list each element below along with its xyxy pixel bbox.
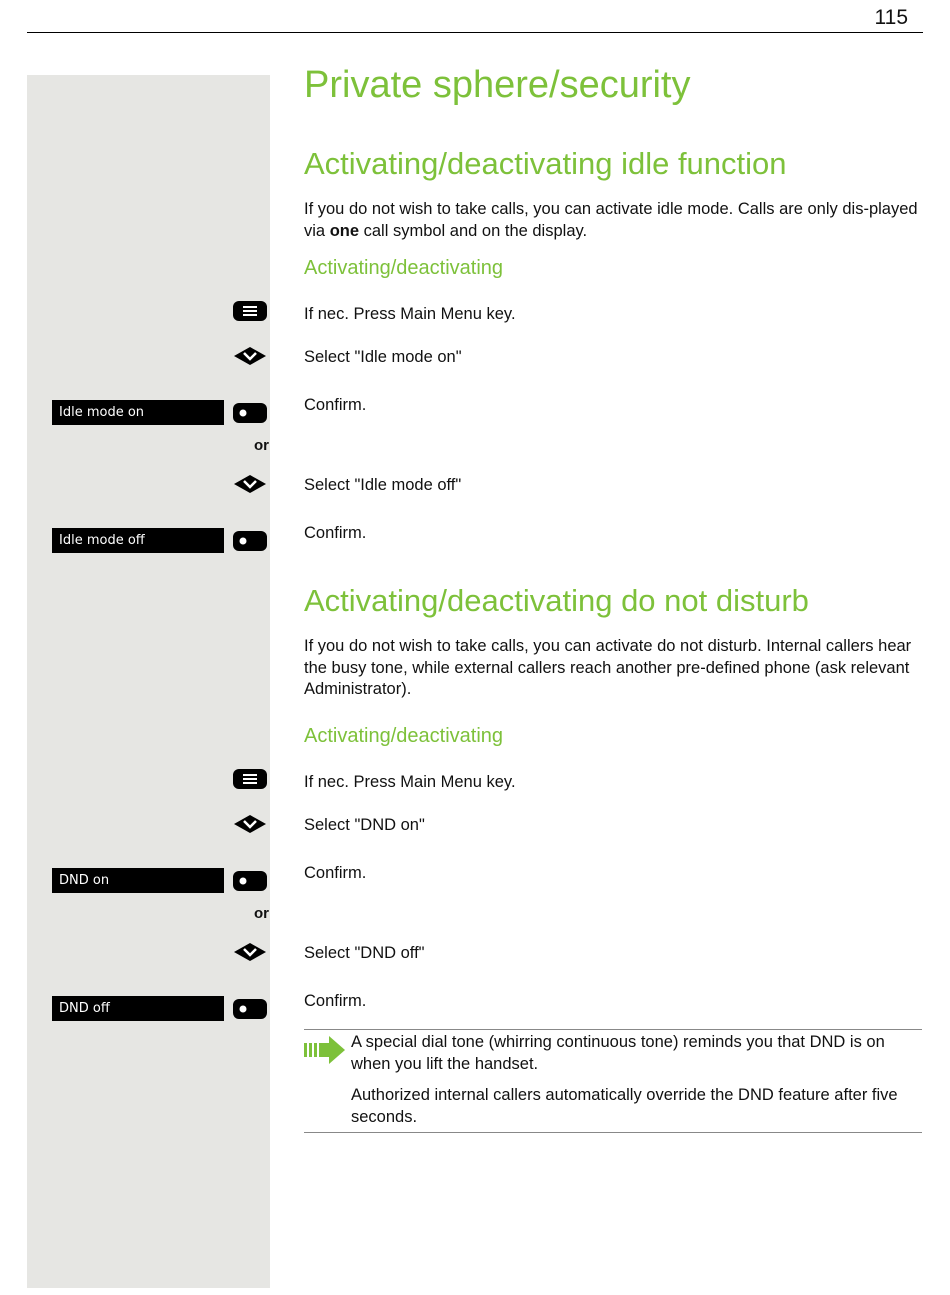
navigate-keys-icon — [233, 474, 267, 494]
ok-key-icon — [233, 531, 267, 551]
subheading-idle: Activating/deactivating — [304, 257, 504, 279]
ok-key-icon — [233, 403, 267, 423]
note-text-override: Authorized internal callers automatically override the DND feature after five seconds. — [351, 1086, 898, 1126]
main-menu-key-icon — [233, 769, 267, 789]
step-press-main-menu: If nec. Press Main Menu key. — [304, 305, 516, 323]
page-title: Private sphere/security — [304, 64, 691, 106]
subheading-dnd: Activating/deactivating — [304, 725, 504, 747]
navigate-keys-icon — [233, 942, 267, 962]
page-number: 115 — [874, 6, 908, 29]
step-confirm: Confirm. — [304, 396, 367, 414]
header-rule — [27, 32, 923, 33]
sidebar-panel — [27, 75, 270, 1288]
step-select-idle-on: Select "Idle mode on" — [304, 348, 462, 366]
note-bottom-rule — [304, 1132, 922, 1133]
note-top-rule — [304, 1029, 922, 1030]
step-select-idle-off: Select "Idle mode off" — [304, 476, 462, 494]
navigate-keys-icon — [233, 346, 267, 366]
step-select-dnd-on: Select "DND on" — [304, 816, 425, 834]
note-arrow-icon — [304, 1036, 346, 1069]
note-text-dial-tone: A special dial tone (whirring continuous tone) reminds you that DND is on when you lift the handset. — [351, 1033, 885, 1073]
step-confirm: Confirm. — [304, 864, 367, 882]
navigate-keys-icon — [233, 814, 267, 834]
or-separator: or — [254, 905, 269, 922]
main-menu-key-icon — [233, 301, 267, 321]
step-confirm: Confirm. — [304, 992, 367, 1010]
section-intro-dnd: If you do not wish to take calls, you can activate do not disturb. Internal callers hear the busy tone, while external callers reach another pre-defined phone (ask relevant Administrator). — [304, 637, 912, 698]
step-confirm: Confirm. — [304, 524, 367, 542]
display-label-idle-mode-off: Idle mode off — [52, 528, 224, 553]
step-select-dnd-off: Select "DND off" — [304, 944, 425, 962]
ok-key-icon — [233, 999, 267, 1019]
section-intro-idle: If you do not wish to take calls, you can activate idle mode. Calls are only dis-played via one call symbol and on the display. — [304, 200, 918, 240]
step-press-main-menu: If nec. Press Main Menu key. — [304, 773, 516, 791]
display-label-idle-mode-on: Idle mode on — [52, 400, 224, 425]
or-separator: or — [254, 437, 269, 454]
display-label-dnd-off: DND off — [52, 996, 224, 1021]
ok-key-icon — [233, 871, 267, 891]
section-heading-dnd: Activating/deactivating do not disturb — [304, 583, 809, 618]
section-heading-idle: Activating/deactivating idle function — [304, 146, 787, 181]
display-label-dnd-on: DND on — [52, 868, 224, 893]
